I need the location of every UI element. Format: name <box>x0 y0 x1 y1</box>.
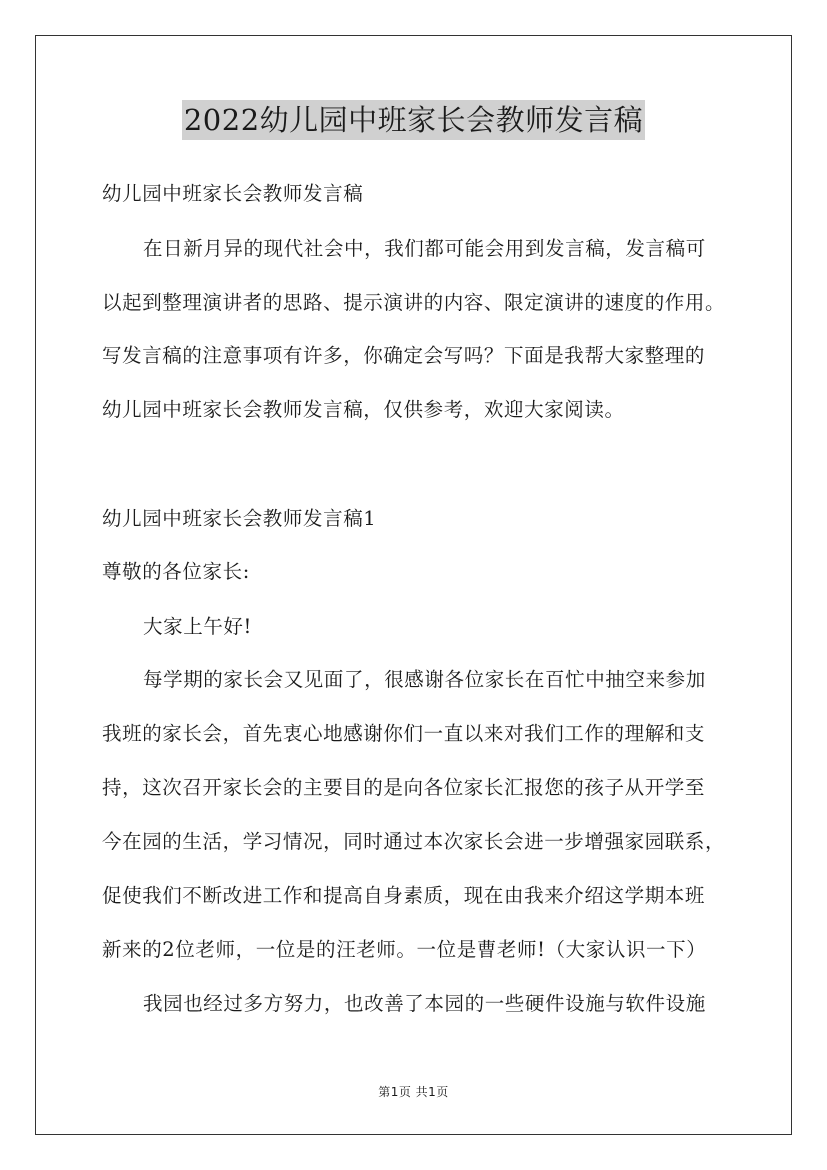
body-line-5: 促使我们不断改进工作和提高自身素质，现在由我来介绍这学期本班 <box>102 884 706 907</box>
intro-line-1: 在日新月异的现代社会中，我们都可能会用到发言稿，发言稿可 <box>143 237 706 260</box>
body-line-2: 我班的家长会，首先衷心地感谢你们一直以来对我们工作的理解和支 <box>102 722 706 745</box>
body-line-4: 今在园的生活，学习情况，同时通过本次家长会进一步增强家园联系， <box>102 830 726 853</box>
page-number: 第1页 共1页 <box>378 1085 449 1099</box>
body-line-3: 持，这次召开家长会的主要目的是向各位家长汇报您的孩子从开学至 <box>102 776 706 799</box>
intro-line-2: 以起到整理演讲者的思路、提示演讲的内容、限定演讲的速度的作用。 <box>102 291 726 314</box>
body-line-1: 每学期的家长会又见面了，很感谢各位家长在百忙中抽空来参加 <box>143 668 706 691</box>
greeting: 大家上午好! <box>143 615 252 638</box>
title-container <box>0 100 827 140</box>
intro-line-4: 幼儿园中班家长会教师发言稿，仅供参考，欢迎大家阅读。 <box>102 398 625 421</box>
body-line-7: 我园也经过多方努力，也改善了本园的一些硬件设施与软件设施 <box>143 992 706 1015</box>
document-title: 2022幼儿园中班家长会教师发言稿 <box>182 100 645 140</box>
salutation: 尊敬的各位家长: <box>102 560 250 583</box>
document-subtitle: 幼儿园中班家长会教师发言稿 <box>102 182 364 205</box>
section-heading: 幼儿园中班家长会教师发言稿1 <box>102 507 377 530</box>
intro-line-3: 写发言稿的注意事项有许多，你确定会写吗？下面是我帮大家整理的 <box>102 344 706 367</box>
body-line-6: 新来的2位老师，一位是的汪老师。一位是曹老师!（大家认识一下） <box>102 938 707 961</box>
